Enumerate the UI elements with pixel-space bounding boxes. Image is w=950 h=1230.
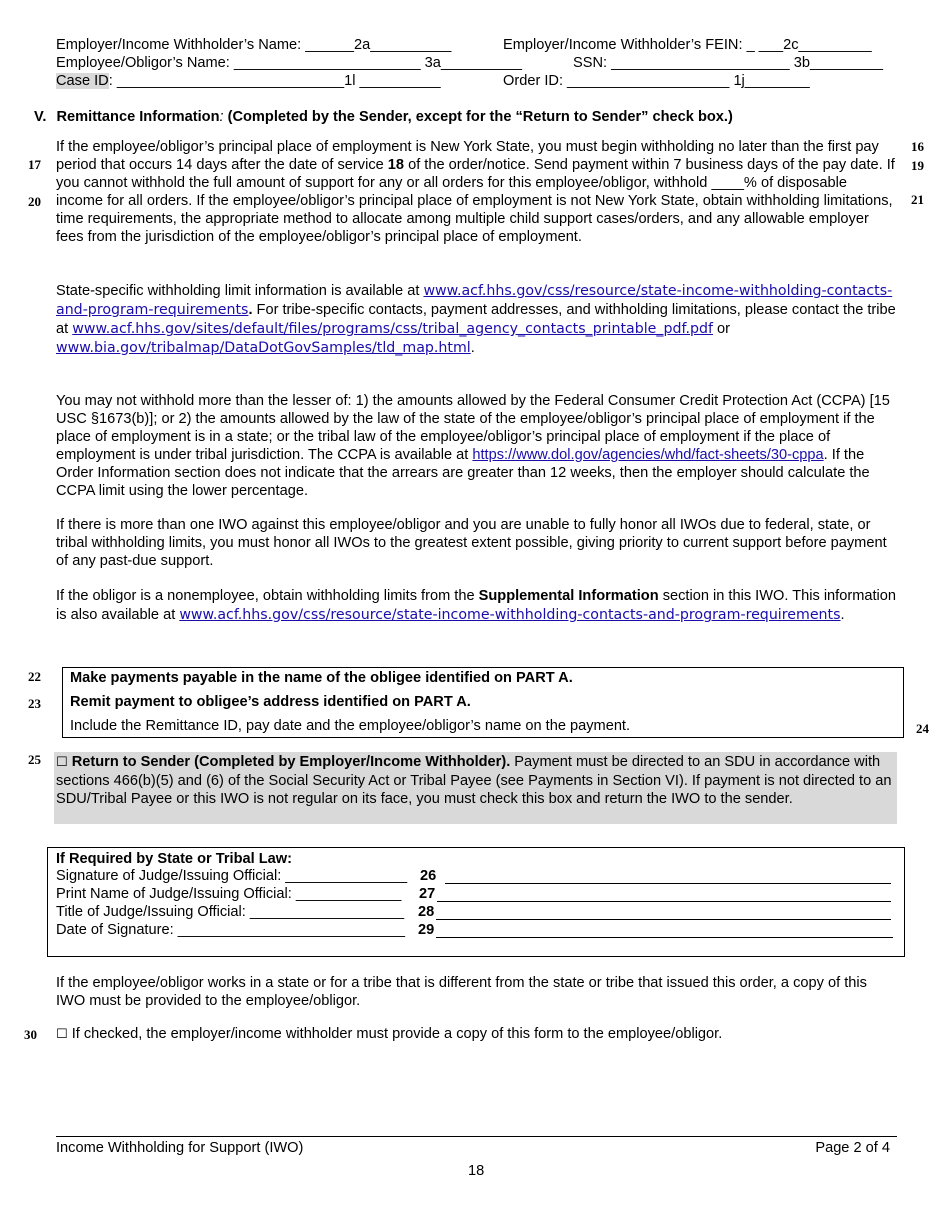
- date-label: Date of Signature: ____________________________: [56, 922, 405, 938]
- ccpa-text-b: . If the Order Information section does not indicate that the arrears are greater than 12 weeks, then the employer should calculate the CCPA limit using the lower percentage.: [56, 447, 870, 499]
- employee-name-label: Employee/Obligor’s Name: _______________________: [56, 55, 421, 71]
- signature-ref-26: 26: [420, 868, 437, 884]
- tribal-map-link[interactable]: www.bia.gov/tribalmap/DataDotGovSamples/tld_map.html: [56, 340, 471, 356]
- ssn-ref: 3b_________: [793, 55, 884, 71]
- ssn-field: [573, 55, 883, 71]
- case-id-label: Case ID: [56, 73, 109, 89]
- footer-form-name: Income Withholding for Support (IWO): [56, 1140, 304, 1156]
- supplemental-info-bold: Supplemental Information: [478, 588, 659, 604]
- withholding-paragraph: [56, 138, 896, 246]
- case-id-colon: : ____________________________: [108, 73, 345, 89]
- return-to-sender-bold: Return to Sender (Completed by Employer/Income Withholder).: [67, 754, 511, 770]
- date-line[interactable]: [436, 937, 893, 938]
- employee-name-ref: 3a__________: [424, 55, 523, 71]
- nonemployee-end: .: [840, 607, 845, 623]
- print-name-row: [56, 886, 401, 902]
- copy-checkbox-row: [56, 1026, 722, 1042]
- nonemployee-text-b: section in this IWO. This information is also available at: [56, 588, 897, 623]
- multiple-iwo-text: If there is more than one IWO against this employee/obligor and you are unable to fully honor all IWOs due to federal, state, or tribal withholding limits, you must honor all IWOs to the greatest extent possible, giving priority to current support before payment of any past-due support.: [56, 517, 887, 569]
- margin-number-23: 23: [28, 696, 41, 711]
- nonemployee-paragraph: [56, 587, 896, 625]
- section-subtitle: (Completed by the Sender, except for the “Return to Sender” check box.): [223, 109, 733, 125]
- print-name-ref-27: 27: [419, 886, 436, 902]
- state-limits-end: .: [470, 340, 475, 356]
- print-name-line[interactable]: [437, 901, 891, 902]
- state-limits-text-a: State-specific withholding limit information is available at: [56, 283, 424, 299]
- employee-name-field: [56, 55, 522, 71]
- multiple-iwo-paragraph: [56, 516, 896, 570]
- margin-number-20: 20: [28, 194, 41, 209]
- margin-number-24: 24: [916, 721, 929, 736]
- title-row: [56, 904, 404, 920]
- footer-page-number: 18: [468, 1163, 485, 1179]
- return-to-sender-block: [56, 753, 896, 808]
- employer-name-ref: 2a__________: [353, 37, 452, 53]
- state-limits-paragraph: [56, 282, 896, 358]
- withholding-text-b: of the order/notice. Send payment within 7 business days of the pay date. If you cannot withhold the full amount of support for any or all orders for this employee/obligor, withhold ____% of disposable income for all orders. If the employee/obligor’s principal place of employment is not New York State, obtain withholding limitations, time requirements, the appropriate method to allocate among multiple child support cases/orders, and any allowable employer fees from the jurisdiction of the employee/obligor’s principal place of employment.: [56, 157, 895, 245]
- employer-name-label: Employer/Income Withholder’s Name: ______: [56, 37, 354, 53]
- employer-fein-ref: 2c_________: [783, 37, 872, 53]
- state-limits-period: .: [248, 302, 253, 318]
- margin-number-22: 22: [28, 669, 41, 684]
- section-v-heading: [34, 109, 733, 125]
- order-id-ref: 1j________: [729, 73, 810, 89]
- signature-label: Signature of Judge/Issuing Official: _______________: [56, 868, 408, 884]
- title-line[interactable]: [436, 919, 891, 920]
- nonemployee-text-a: If the obligor is a nonemployee, obtain withholding limits from the: [56, 588, 479, 604]
- ccpa-text-a: You may not withhold more than the lesser of: 1) the amounts allowed by the Federal Consumer Credit Protection Act (CCPA) [15 USC §1673(b)]; or 2) the amounts allowed by the law of the state of the employee/obligor’s principal place of employment if the place of employment is in a state; or the tribal law of the employee/obligor’s principal place of employment if the place of employment is under tribal jurisdiction. The CCPA is available at: [56, 393, 890, 463]
- or-text: or: [712, 321, 731, 337]
- signature-box-heading: If Required by State or Tribal Law:: [56, 851, 292, 867]
- nonemployee-link[interactable]: www.acf.hhs.gov/css/resource/state-income-withholding-contacts-and-program-requirements: [179, 607, 841, 623]
- case-id-field: [56, 73, 441, 89]
- copy-checkbox[interactable]: ☐: [56, 1027, 68, 1042]
- employer-fein-field: [503, 37, 872, 53]
- footer-rule: [56, 1136, 897, 1137]
- signature-line[interactable]: [445, 883, 891, 884]
- margin-number-16: 16: [911, 139, 924, 154]
- return-to-sender-text: Payment must be directed to an SDU in accordance with sections 466(b)(5) and (6) of the Social Security Act or Tribal Payee (see Payments in Section VI). If payment is not directed to an SDU/Tribal Payee or this IWO is not regular on its face, you must check this box and return the IWO to the sender.: [56, 754, 892, 807]
- ccpa-link[interactable]: https://www.dol.gov/agencies/whd/fact-sheets/30-cppa: [472, 447, 824, 463]
- margin-number-30: 30: [24, 1027, 37, 1042]
- ssn-label: SSN: ______________________: [573, 55, 790, 71]
- margin-number-25: 25: [28, 752, 41, 767]
- date-ref-29: 29: [418, 922, 435, 938]
- section-title-colon: :: [219, 109, 224, 125]
- section-title: Remittance Information: [56, 109, 220, 125]
- signature-row: [56, 868, 407, 884]
- service-ref-18: 18: [387, 157, 405, 173]
- order-id-label: Order ID: ____________________: [503, 73, 730, 89]
- payable-line-1: Make payments payable in the name of the obligee identified on PART A.: [70, 670, 573, 686]
- case-id-ref: 1l __________: [344, 73, 441, 89]
- footer-page-label: Page 2 of 4: [815, 1140, 890, 1156]
- payable-line-2: Remit payment to obligee’s address identified on PART A.: [70, 694, 471, 710]
- ccpa-paragraph: [56, 392, 896, 500]
- section-number: V.: [34, 109, 47, 125]
- tribal-contacts-link[interactable]: www.acf.hhs.gov/sites/default/files/programs/css/tribal_agency_contacts_printable_pdf.pdf: [72, 321, 713, 337]
- copy-checkbox-text: If checked, the employer/income withholder must provide a copy of this form to the employee/obligor.: [67, 1026, 723, 1042]
- payable-line-3: Include the Remittance ID, pay date and the employee/obligor’s name on the payment.: [70, 718, 631, 734]
- withholding-text-a: If the employee/obligor’s principal place of employment is New York State, you must begin withholding no later than the first pay period that occurs 14 days after the date of service: [56, 139, 879, 173]
- state-limits-text-b: For tribe-specific contacts, payment addresses, and withholding limitations, please contact the tribe at: [56, 302, 896, 337]
- margin-number-17: 17: [28, 157, 41, 172]
- title-label: Title of Judge/Issuing Official: ___________________: [56, 904, 405, 920]
- return-to-sender-checkbox[interactable]: ☐: [56, 755, 68, 770]
- employer-fein-label: Employer/Income Withholder’s FEIN: _ ___: [503, 37, 784, 53]
- state-limits-link[interactable]: www.acf.hhs.gov/css/resource/state-income-withholding-contacts-and-program-requirements: [56, 283, 893, 318]
- employer-name-field: [56, 37, 451, 53]
- copy-notice: If the employee/obligor works in a state or for a tribe that is different from the state or tribe that issued this order, a copy of this IWO must be provided to the employee/obligor.: [56, 975, 867, 1009]
- order-id-field: [503, 73, 810, 89]
- date-row: [56, 922, 405, 938]
- margin-number-21: 21: [911, 192, 924, 207]
- margin-number-19: 19: [911, 158, 924, 173]
- print-name-label: Print Name of Judge/Issuing Official: _____________: [56, 886, 402, 902]
- title-ref-28: 28: [418, 904, 435, 920]
